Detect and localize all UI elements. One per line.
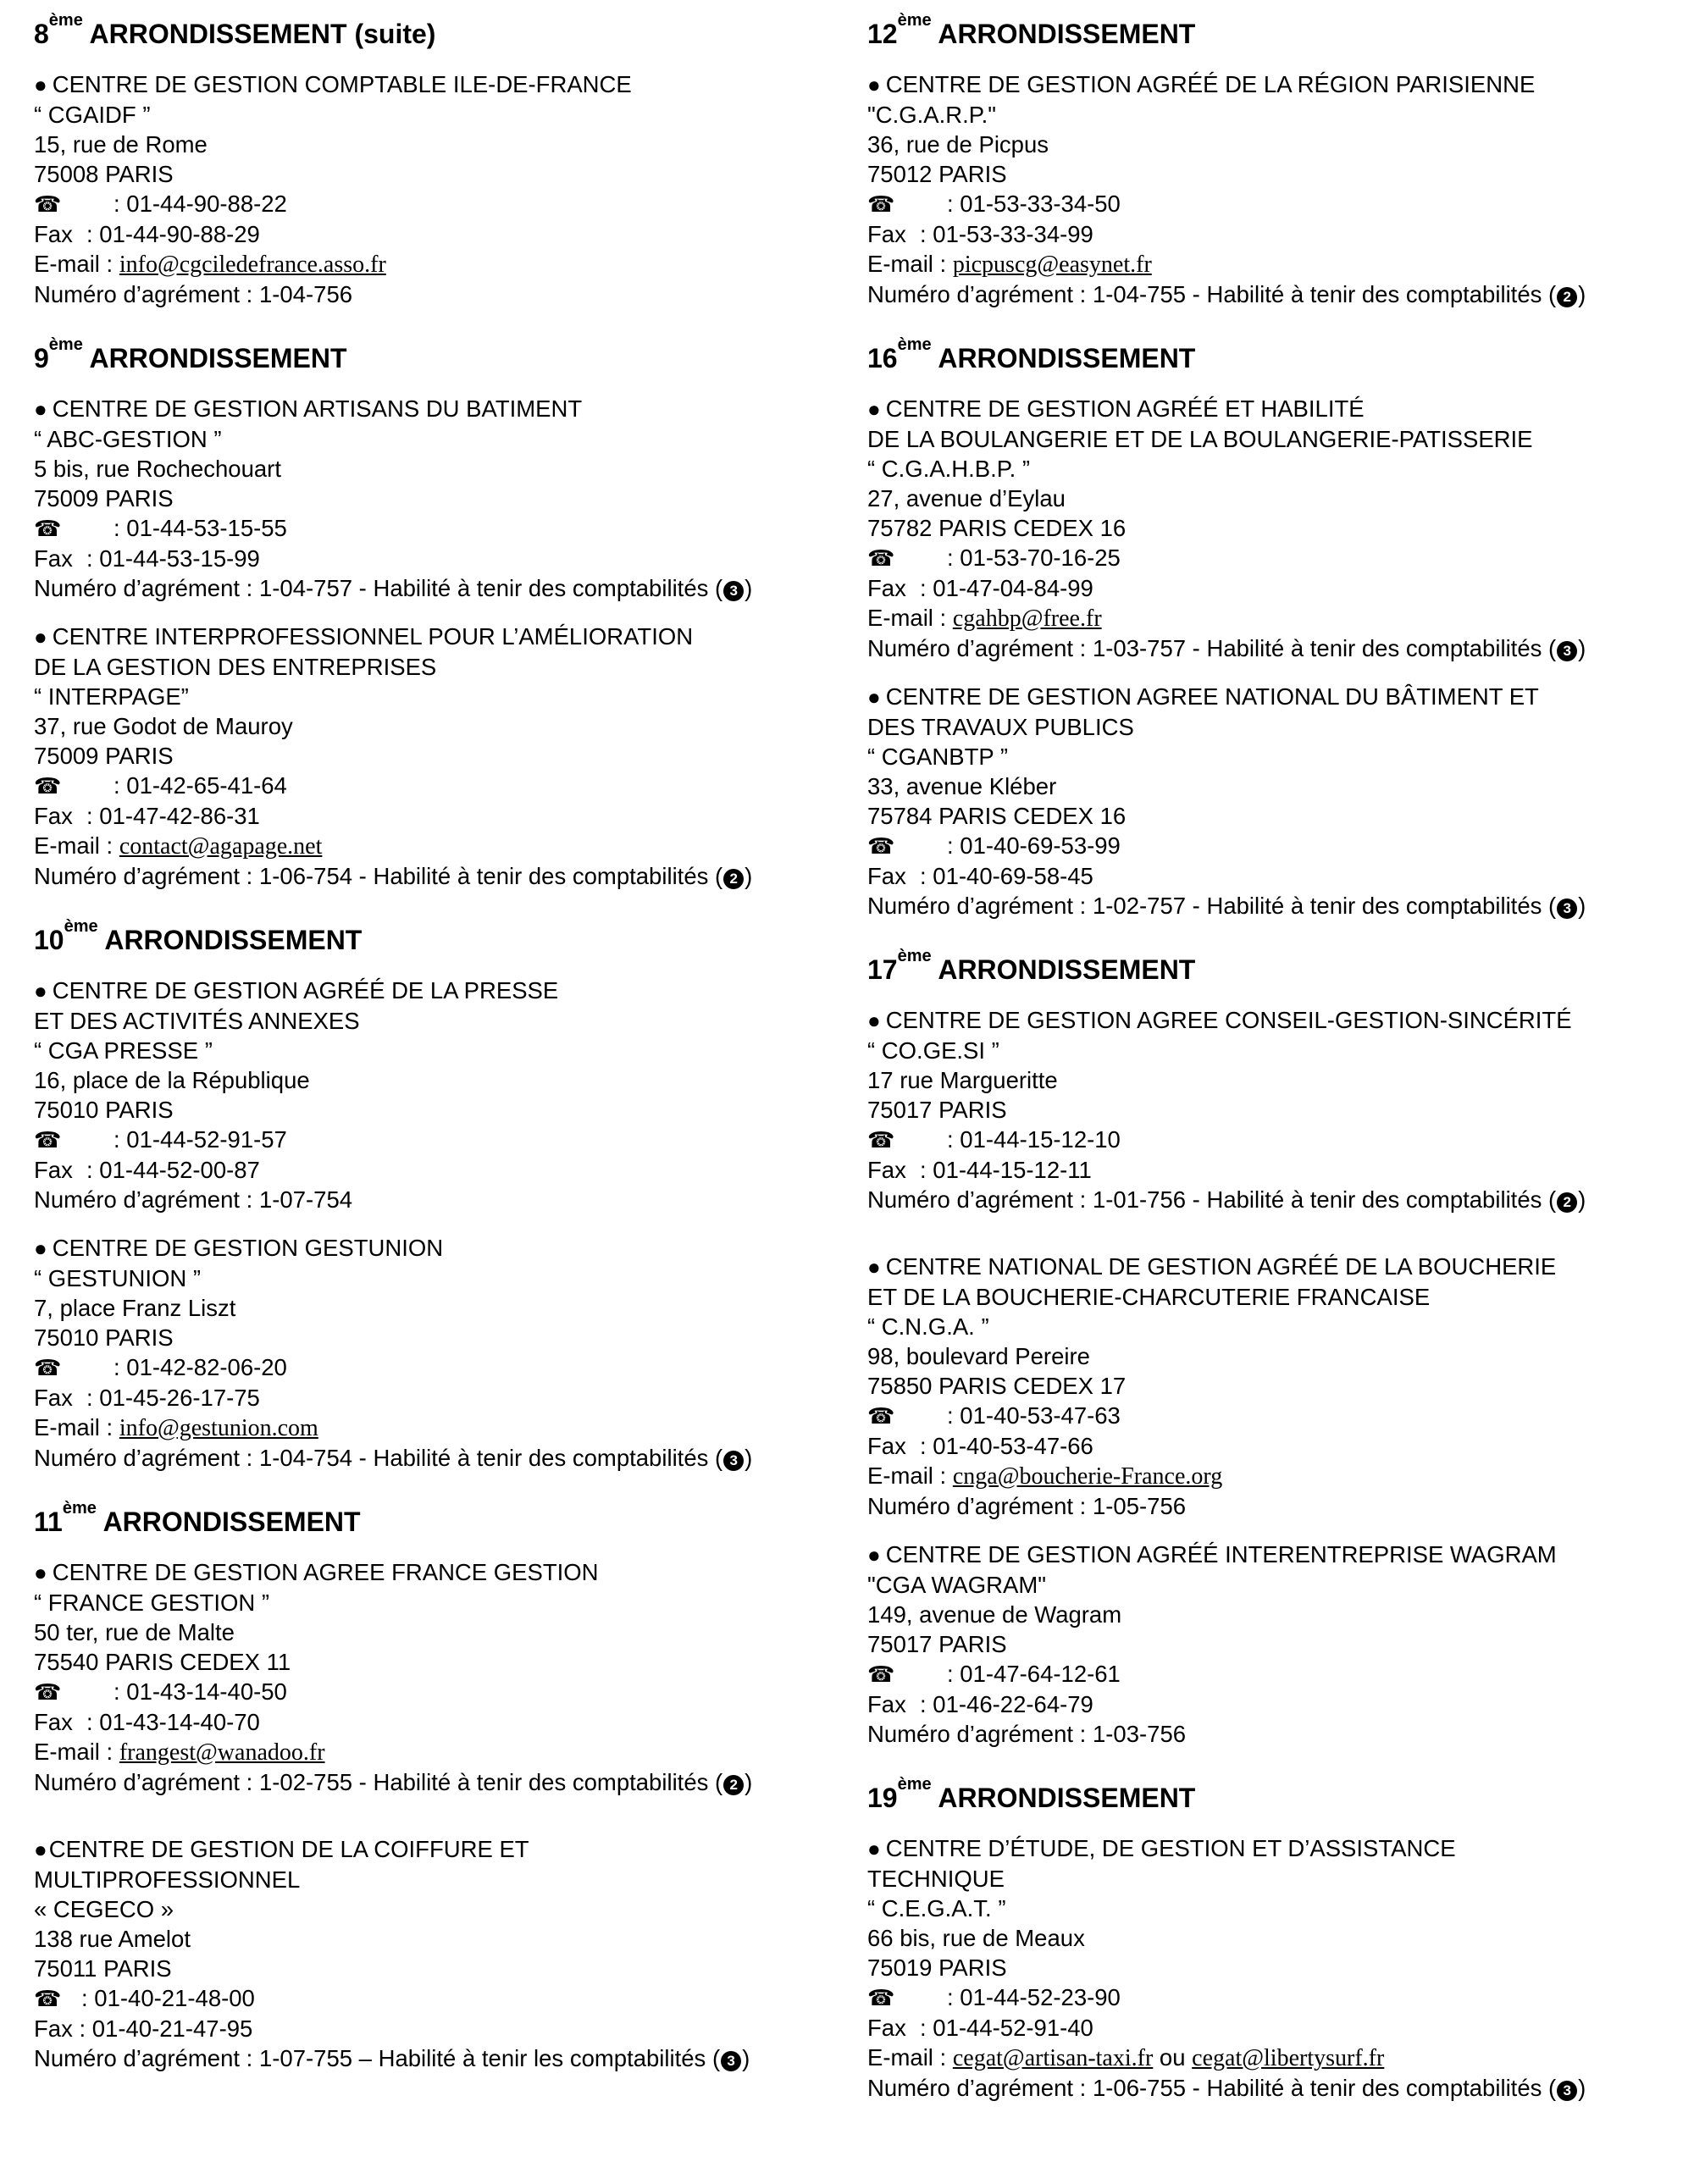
entry-address: 138 rue Amelot — [34, 1926, 191, 1952]
fax-label: Fax — [867, 863, 906, 889]
email-label: E-mail : — [34, 1739, 119, 1765]
entry-fax: : 01-44-53-15-99 — [86, 545, 260, 572]
entry-phone: : 01-40-53-47-63 — [947, 1402, 1121, 1429]
fax-label: Fax — [867, 221, 906, 247]
section-title-9: 9ème ARRONDISSEMENT — [34, 335, 347, 373]
telephone-icon: ☎ — [867, 1661, 895, 1687]
circled-number: 2 — [723, 1775, 744, 1795]
email-label: E-mail : — [867, 605, 953, 631]
telephone-icon: ☎ — [34, 516, 62, 541]
circled-number: 3 — [723, 1451, 744, 1471]
entry-acronym: “ CGANBTP ” — [867, 744, 1009, 770]
entry-city: 75008 PARIS — [34, 161, 174, 187]
entry-city: 75010 PARIS — [34, 1097, 174, 1123]
entry-address: 17 rue Margueritte — [867, 1067, 1058, 1093]
section-title-19: 19ème ARRONDISSEMENT — [867, 1775, 1196, 1813]
entry-name-cont: DE LA BOULANGERIE ET DE LA BOULANGERIE-PATISSERIE — [867, 426, 1533, 452]
entry-name: ● CENTRE DE GESTION GESTUNION — [34, 1233, 847, 1263]
entry-phone: : 01-44-52-91-57 — [113, 1126, 287, 1153]
entry-name-cont: TECHNIQUE — [867, 1866, 1005, 1892]
email-link[interactable]: picpuscg@easynet.fr — [952, 252, 1152, 278]
entry-cegeco: ● CENTRE DE GESTION DE LA COIFFURE ET MULTIPROFESSIONNEL « CEGECO » 138 rue Amelot 75011 PARIS ☎ : 01-40-21-48-00 Fax : 01-40-21-47-95 Numéro d’agrément : 1-07-755 – Habilité à tenir les comptabilités ( 3 ) — [34, 1834, 847, 2073]
entry-fax: : 01-44-52-91-40 — [920, 2015, 1093, 2041]
right-column — [867, 11, 1677, 2121]
entry-agrement: Numéro d’agrément : 1-07-754 — [34, 1186, 353, 1213]
entry-address: 66 bis, rue de Meaux — [867, 1925, 1085, 1951]
telephone-icon: ☎ — [34, 773, 62, 799]
entry-city: 75012 PARIS — [867, 161, 1007, 187]
entry-name: ● CENTRE DE GESTION AGRÉÉ DE LA RÉGION PARISIENNE — [867, 69, 1677, 100]
entry-address: 7, place Franz Liszt — [34, 1295, 236, 1321]
entry-phone: : 01-44-15-12-10 — [947, 1126, 1121, 1153]
circled-number: 2 — [1557, 287, 1577, 307]
entry-cogesi: ● CENTRE DE GESTION AGREE CONSEIL-GESTION-SINCÉRITÉ “ CO.GE.SI ” 17 rue Margueritte 75017 PARIS ☎ : 01-44-15-12-10 Fax : 01-44-15-12-11 Numéro d’agrément : 1-01-756 - Habilité à tenir des comptabilités ( 2 ) — [867, 1005, 1677, 1214]
entry-acronym: “ INTERPAGE” — [34, 683, 189, 710]
telephone-icon: ☎ — [867, 1403, 895, 1429]
entry-fax: : 01-47-04-84-99 — [920, 575, 1093, 601]
entry-address: 15, rue de Rome — [34, 131, 208, 158]
email-label: E-mail : — [34, 832, 119, 859]
entry-address: 5 bis, rue Rochechouart — [34, 456, 281, 482]
circled-number: 3 — [721, 2051, 741, 2071]
entry-phone: : 01-40-21-48-00 — [81, 1985, 255, 2011]
entry-acronym: "C.G.A.R.P." — [867, 102, 996, 128]
entry-cgahbp: ● CENTRE DE GESTION AGRÉÉ ET HABILITÉ DE LA BOULANGERIE ET DE LA BOULANGERIE-PATISSERIE “ C.G.A.H.B.P. ” 27, avenue d’Eylau 75782 PARIS CEDEX 16 ☎ : 01-53-70-16-25 Fax : 01-47-04-84-99 E-mail : cgahbp@free.fr Numéro d’agrément : 1-03-757 - Habilité à tenir des comptabilités ( 3 ) — [867, 394, 1677, 663]
section-title-10: 10ème ARRONDISSEMENT — [34, 917, 363, 955]
circled-number: 3 — [1557, 2081, 1577, 2101]
entry-phone: : 01-42-82-06-20 — [113, 1354, 287, 1380]
telephone-icon: ☎ — [34, 1355, 62, 1380]
entry-address: 149, avenue de Wagram — [867, 1601, 1122, 1628]
entry-cgaidf — [34, 69, 847, 309]
fax-label: Fax — [34, 803, 73, 829]
entry-acronym: "CGA WAGRAM" — [867, 1572, 1047, 1598]
entry-name: ● CENTRE DE GESTION ARTISANS DU BATIMENT — [34, 394, 847, 424]
entry-fax: : 01-46-22-64-79 — [920, 1691, 1093, 1717]
entry-fax: : 01-53-33-34-99 — [920, 221, 1093, 247]
email-link-2[interactable]: cegat@libertysurf.fr — [1192, 2045, 1385, 2071]
entry-acronym: “ CGAIDF ” — [34, 102, 151, 128]
entry-acronym: “ C.G.A.H.B.P. ” — [867, 456, 1031, 482]
entry-cegat: ● CENTRE D’ÉTUDE, DE GESTION ET D’ASSISTANCE TECHNIQUE “ C.E.G.A.T. ” 66 bis, rue de Meaux 75019 PARIS ☎ : 01-44-52-23-90 Fax : 01-44-52-91-40 E-mail : cegat@artisan-taxi.fr ou cegat@libertysurf.fr Numéro d’agrément : 1-06-755 - Habilité à tenir des comptabilités ( 3 ) — [867, 1833, 1677, 2103]
entry-address: 16, place de la République — [34, 1067, 310, 1093]
entry-agrement: Numéro d’agrément : 1-04-756 — [34, 281, 353, 307]
entry-address: 98, boulevard Pereire — [867, 1343, 1090, 1369]
entry-cga-wagram — [867, 1540, 1677, 1749]
entry-name: ● CENTRE NATIONAL DE GESTION AGRÉÉ DE LA BOUCHERIE — [867, 1252, 1677, 1282]
entry-fax: : 01-40-53-47-66 — [920, 1433, 1093, 1459]
entry-phone: : 01-53-33-34-50 — [947, 191, 1121, 217]
entry-name: ● CENTRE INTERPROFESSIONNEL POUR L’AMÉLIORATION — [34, 622, 847, 652]
entry-phone: : 01-40-69-53-99 — [947, 832, 1121, 859]
entry-name: ● CENTRE DE GESTION AGRÉÉ ET HABILITÉ — [867, 394, 1677, 424]
section-title-8: 8ème ARRONDISSEMENT (suite) — [34, 11, 436, 49]
telephone-icon: ☎ — [34, 1127, 62, 1153]
entry-acronym: “ ABC-GESTION ” — [34, 426, 222, 452]
entry-city: 75009 PARIS — [34, 485, 174, 511]
entry-abc-gestion: ● CENTRE DE GESTION ARTISANS DU BATIMENT “ ABC-GESTION ” 5 bis, rue Rochechouart 75009 PARIS ☎ : 01-44-53-15-55 Fax : 01-44-53-15-99 Numéro d’agrément : 1-04-757 - Habilité à tenir des comptabilités ( 3 ) — [34, 394, 847, 603]
entry-agrement: Numéro d’agrément : 1-07-755 – Habilité à tenir les comptabilités ( — [34, 2045, 721, 2071]
entry-fax: : 01-44-15-12-11 — [920, 1157, 1092, 1183]
left-column — [34, 11, 847, 2092]
entry-name: ● CENTRE DE GESTION AGREE FRANCE GESTION — [34, 1557, 847, 1588]
fax-label: Fax — [867, 2015, 906, 2041]
email-label: E-mail : — [867, 2044, 953, 2071]
entry-agrement: Numéro d’agrément : 1-04-754 - Habilité à tenir des comptabilités ( — [34, 1445, 723, 1471]
entry-name: ● CENTRE DE GESTION AGRÉÉ DE LA PRESSE — [34, 976, 847, 1006]
entry-phone: : 01-44-90-88-22 — [113, 191, 287, 217]
entry-city: 75010 PARIS — [34, 1324, 174, 1351]
entry-phone: : 01-44-53-15-55 — [113, 515, 287, 541]
entry-agrement: Numéro d’agrément : 1-02-755 - Habilité à tenir des comptabilités ( — [34, 1769, 723, 1795]
entry-name: ● CENTRE DE GESTION DE LA COIFFURE ET — [34, 1834, 847, 1865]
entry-name: ● CENTRE DE GESTION COMPTABLE ILE-DE-FRANCE — [34, 69, 847, 100]
fax-label: Fax — [34, 221, 73, 247]
entry-phone: : 01-53-70-16-25 — [947, 545, 1121, 571]
entry-name: ● CENTRE DE GESTION AGREE CONSEIL-GESTION-SINCÉRITÉ — [867, 1005, 1677, 1036]
entry-agrement: Numéro d’agrément : 1-06-755 - Habilité à tenir des comptabilités ( — [867, 2075, 1557, 2101]
entry-acronym: “ FRANCE GESTION ” — [34, 1590, 270, 1616]
circled-number: 3 — [1557, 641, 1577, 661]
entry-address: 27, avenue d’Eylau — [867, 485, 1066, 511]
entry-fax: Fax : 01-40-21-47-95 — [34, 2015, 253, 2042]
entry-fax: : 01-44-90-88-29 — [86, 221, 260, 247]
entry-acronym: « CEGECO » — [34, 1896, 174, 1922]
email-label: E-mail : — [34, 251, 119, 277]
telephone-icon: ☎ — [867, 833, 895, 859]
entry-acronym: “ CO.GE.SI ” — [867, 1037, 999, 1064]
entry-name: ● CENTRE D’ÉTUDE, DE GESTION ET D’ASSISTANCE — [867, 1833, 1677, 1864]
section-title-12: 12ème ARRONDISSEMENT — [867, 11, 1196, 49]
entry-acronym: “ GESTUNION ” — [34, 1265, 202, 1291]
fax-label: Fax — [34, 545, 73, 572]
section-title-17: 17ème ARRONDISSEMENT — [867, 947, 1196, 985]
entry-address: 37, rue Godot de Mauroy — [34, 713, 293, 739]
entry-fax: : 01-47-42-86-31 — [86, 803, 260, 829]
fax-label: Fax — [867, 1691, 906, 1717]
entry-address: 33, avenue Kléber — [867, 773, 1057, 799]
telephone-icon: ☎ — [34, 191, 62, 217]
email-label: E-mail : — [867, 1462, 953, 1489]
telephone-icon: ☎ — [867, 1985, 895, 2010]
entry-fax: : 01-45-26-17-75 — [86, 1385, 260, 1411]
circled-number: 2 — [1557, 1192, 1577, 1213]
email-link[interactable]: info@gestunion.com — [119, 1415, 318, 1441]
section-title-11: 11ème ARRONDISSEMENT — [34, 1499, 361, 1537]
entry-city: 75540 PARIS CEDEX 11 — [34, 1649, 291, 1675]
entry-cnga — [867, 1252, 1677, 1521]
entry-agrement: Numéro d’agrément : 1-06-754 - Habilité à tenir des comptabilités ( — [34, 863, 723, 889]
telephone-icon: ☎ — [867, 191, 895, 217]
entry-name-cont: ET DE LA BOUCHERIE-CHARCUTERIE FRANCAISE — [867, 1284, 1431, 1310]
fax-label: Fax — [867, 1433, 906, 1459]
entry-gestunion: ● CENTRE DE GESTION GESTUNION “ GESTUNION ” 7, place Franz Liszt 75010 PARIS ☎ : 01-42-82-06-20 Fax : 01-45-26-17-75 E-mail : info@gestunion.com Numéro d’agrément : 1-04-754 - Habilité à tenir des comptabilités ( 3 ) — [34, 1233, 847, 1473]
entry-agrement: Numéro d’agrément : 1-04-757 - Habilité à tenir des comptabilités ( — [34, 575, 723, 601]
email-link[interactable]: contact@agapage.net — [119, 833, 323, 860]
section-title-16: 16ème ARRONDISSEMENT — [867, 335, 1196, 373]
circled-number: 3 — [723, 581, 744, 601]
email-label: E-mail : — [867, 251, 953, 277]
entry-city: 75019 PARIS — [867, 1955, 1007, 1981]
email-link[interactable]: info@cgciledefrance.asso.fr — [119, 252, 386, 278]
email-link[interactable]: frangest@wanadoo.fr — [119, 1739, 325, 1766]
entry-address: 36, rue de Picpus — [867, 131, 1049, 158]
entry-name-cont: ET DES ACTIVITÉS ANNEXES — [34, 1008, 360, 1034]
entry-phone: : 01-43-14-40-50 — [113, 1678, 287, 1705]
email-link[interactable]: cgahbp@free.fr — [952, 605, 1102, 632]
fax-label: Fax — [34, 1709, 73, 1735]
email-link[interactable]: cegat@artisan-taxi.fr — [952, 2045, 1154, 2071]
entry-name: ● CENTRE DE GESTION AGRÉÉ INTERENTREPRISE WAGRAM — [867, 1540, 1677, 1570]
telephone-icon: ☎ — [867, 1127, 895, 1153]
entry-agrement: Numéro d’agrément : 1-03-756 — [867, 1721, 1187, 1747]
circled-number: 2 — [723, 869, 744, 889]
telephone-icon: ☎ — [34, 1679, 62, 1705]
entry-cga-presse — [34, 976, 847, 1214]
entry-city: 75017 PARIS — [867, 1097, 1007, 1123]
entry-france-gestion: ● CENTRE DE GESTION AGREE FRANCE GESTION “ FRANCE GESTION ” 50 ter, rue de Malte 75540 PARIS CEDEX 11 ☎ : 01-43-14-40-50 Fax : 01-43-14-40-70 E-mail : frangest@wanadoo.fr Numéro d’agrément : 1-02-755 - Habilité à tenir des comptabilités ( 2 ) — [34, 1557, 847, 1797]
entry-phone: : 01-42-65-41-64 — [113, 772, 287, 799]
entry-agrement: Numéro d’agrément : 1-04-755 - Habilité à tenir des comptabilités ( — [867, 281, 1557, 307]
entry-city: 75784 PARIS CEDEX 16 — [867, 803, 1127, 829]
entry-acronym: “ C.E.G.A.T. ” — [867, 1895, 1006, 1921]
entry-name-cont: DE LA GESTION DES ENTREPRISES — [34, 654, 437, 680]
entry-name: ● CENTRE DE GESTION AGREE NATIONAL DU BÂTIMENT ET — [867, 682, 1677, 712]
entry-agrement: Numéro d’agrément : 1-03-757 - Habilité à tenir des comptabilités ( — [867, 635, 1557, 661]
entry-agrement: Numéro d’agrément : 1-01-756 - Habilité à tenir des comptabilités ( — [867, 1186, 1557, 1213]
entry-city: 75009 PARIS — [34, 743, 174, 769]
entry-address: 50 ter, rue de Malte — [34, 1619, 235, 1645]
fax-label: Fax — [867, 1157, 906, 1183]
entry-city: 75011 PARIS — [34, 1955, 172, 1982]
email-separator: ou — [1153, 2044, 1193, 2071]
fax-label: Fax — [34, 1385, 73, 1411]
entry-agrement: Numéro d’agrément : 1-02-757 - Habilité à tenir des comptabilités ( — [867, 893, 1557, 919]
entry-phone: : 01-47-64-12-61 — [947, 1661, 1121, 1687]
telephone-icon: ☎ — [867, 545, 895, 571]
circled-number: 3 — [1557, 898, 1577, 919]
entry-city: 75850 PARIS CEDEX 17 — [867, 1373, 1127, 1399]
email-link[interactable]: cnga@boucherie-France.org — [952, 1463, 1223, 1490]
entry-city: 75017 PARIS — [867, 1631, 1007, 1657]
entry-cganbtp: ● CENTRE DE GESTION AGREE NATIONAL DU BÂTIMENT ET DES TRAVAUX PUBLICS “ CGANBTP ” 33, avenue Kléber 75784 PARIS CEDEX 16 ☎ : 01-40-69-53-99 Fax : 01-40-69-58-45 Numéro d’agrément : 1-02-757 - Habilité à tenir des comptabilités ( 3 ) — [867, 682, 1677, 921]
email-label: E-mail : — [34, 1414, 119, 1440]
fax-label: Fax — [867, 575, 906, 601]
fax-label: Fax — [34, 1157, 73, 1183]
entry-agrement: Numéro d’agrément : 1-05-756 — [867, 1493, 1187, 1519]
entry-city: 75782 PARIS CEDEX 16 — [867, 515, 1127, 541]
entry-cgarp: ● CENTRE DE GESTION AGRÉÉ DE LA RÉGION PARISIENNE "C.G.A.R.P." 36, rue de Picpus 75012 PARIS ☎ : 01-53-33-34-50 Fax : 01-53-33-34-99 E-mail : picpuscg@easynet.fr Numéro d’agrément : 1-04-755 - Habilité à tenir des comptabilités ( 2 ) — [867, 69, 1677, 309]
entry-fax: : 01-43-14-40-70 — [86, 1709, 260, 1735]
entry-interpage: ● CENTRE INTERPROFESSIONNEL POUR L’AMÉLIORATION DE LA GESTION DES ENTREPRISES “ INTERPAGE” 37, rue Godot de Mauroy 75009 PARIS ☎ : 01-42-65-41-64 Fax : 01-47-42-86-31 E-mail : contact@agapage.net Numéro d’agrément : 1-06-754 - Habilité à tenir des comptabilités ( 2 ) — [34, 622, 847, 891]
telephone-icon: ☎ — [34, 1986, 62, 2011]
entry-phone: : 01-44-52-23-90 — [947, 1984, 1121, 2010]
entry-name-cont: DES TRAVAUX PUBLICS — [867, 714, 1134, 740]
entry-fax: : 01-40-69-58-45 — [920, 863, 1093, 889]
entry-acronym: “ C.N.G.A. ” — [867, 1313, 989, 1340]
entry-acronym: “ CGA PRESSE ” — [34, 1037, 213, 1064]
entry-name-cont: MULTIPROFESSIONNEL — [34, 1866, 301, 1893]
entry-fax: : 01-44-52-00-87 — [86, 1157, 260, 1183]
